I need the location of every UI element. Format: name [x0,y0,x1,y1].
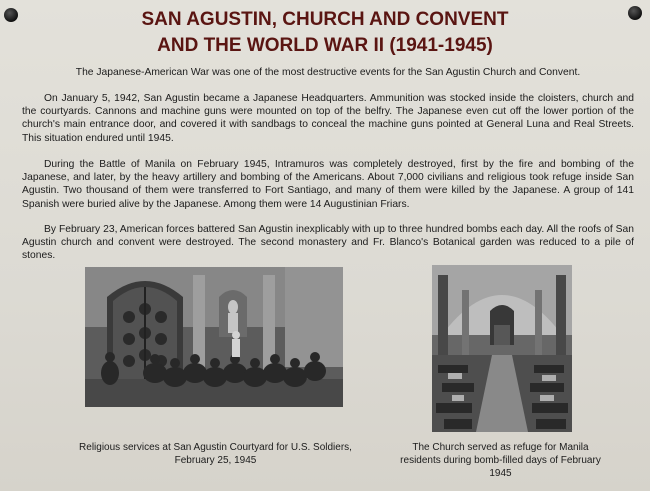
paragraph-headquarters: On January 5, 1942, San Agustin became a Japanese Headquarters. Ammunition was stocked inside the cloisters, church and the courtyards. Cannons and machine guns were mounted on top of the belfry. The Japanese even cut off the lower portion of the church's main entrance door, and covered it with sandbags to conceal the machine guns pointed at General Luna and Real Streets. This situation endured until 1945. [22,93,634,144]
caption-church-refuge: The Church served as refuge for Manila residents during bomb-filled days of February 1945 [400,442,601,479]
church-refuge-photo [432,265,572,432]
intro-paragraph: The Japanese-American War was one of the most destructive events for the San Agustin Church and Convent. [75,67,581,78]
church-photo-drawing [432,265,572,432]
page-title-line-1: SAN AGUSTIN, CHURCH AND CONVENT [141,9,509,30]
courtyard-photo-drawing [85,267,343,407]
caption-courtyard-service: Religious services at San Agustin Courtyard for U.S. Soldiers, February 25, 1945 [79,442,352,466]
paragraph-bombing: By February 23, American forces battered San Agustin inexplicably with up to three hundred bombs each day. All the roofs of San Agustin church and convent were destroyed. The second monastery and Fr. Blanco's Botanical garden was reduced to a pile of stones. [22,224,634,262]
page-title-line-2: AND THE WORLD WAR II (1941-1945) [157,35,493,56]
courtyard-service-photo [85,267,343,407]
paragraph-battle-of-manila: During the Battle of Manila on February 1945, Intramuros was completely destroyed, first by the fire and bombing of the Japanese, and later, by the heavy artillery and bombing of the Americans. About 7,000 civilians and religious took refuge inside San Agustin. Two thousand of them were transferred to Fort Santiago, and many of them were killed by the Japanese. A group of 141 Spanish were buried alive by the Japanese. Among them were 14 Augustinian Friars. [22,159,634,210]
